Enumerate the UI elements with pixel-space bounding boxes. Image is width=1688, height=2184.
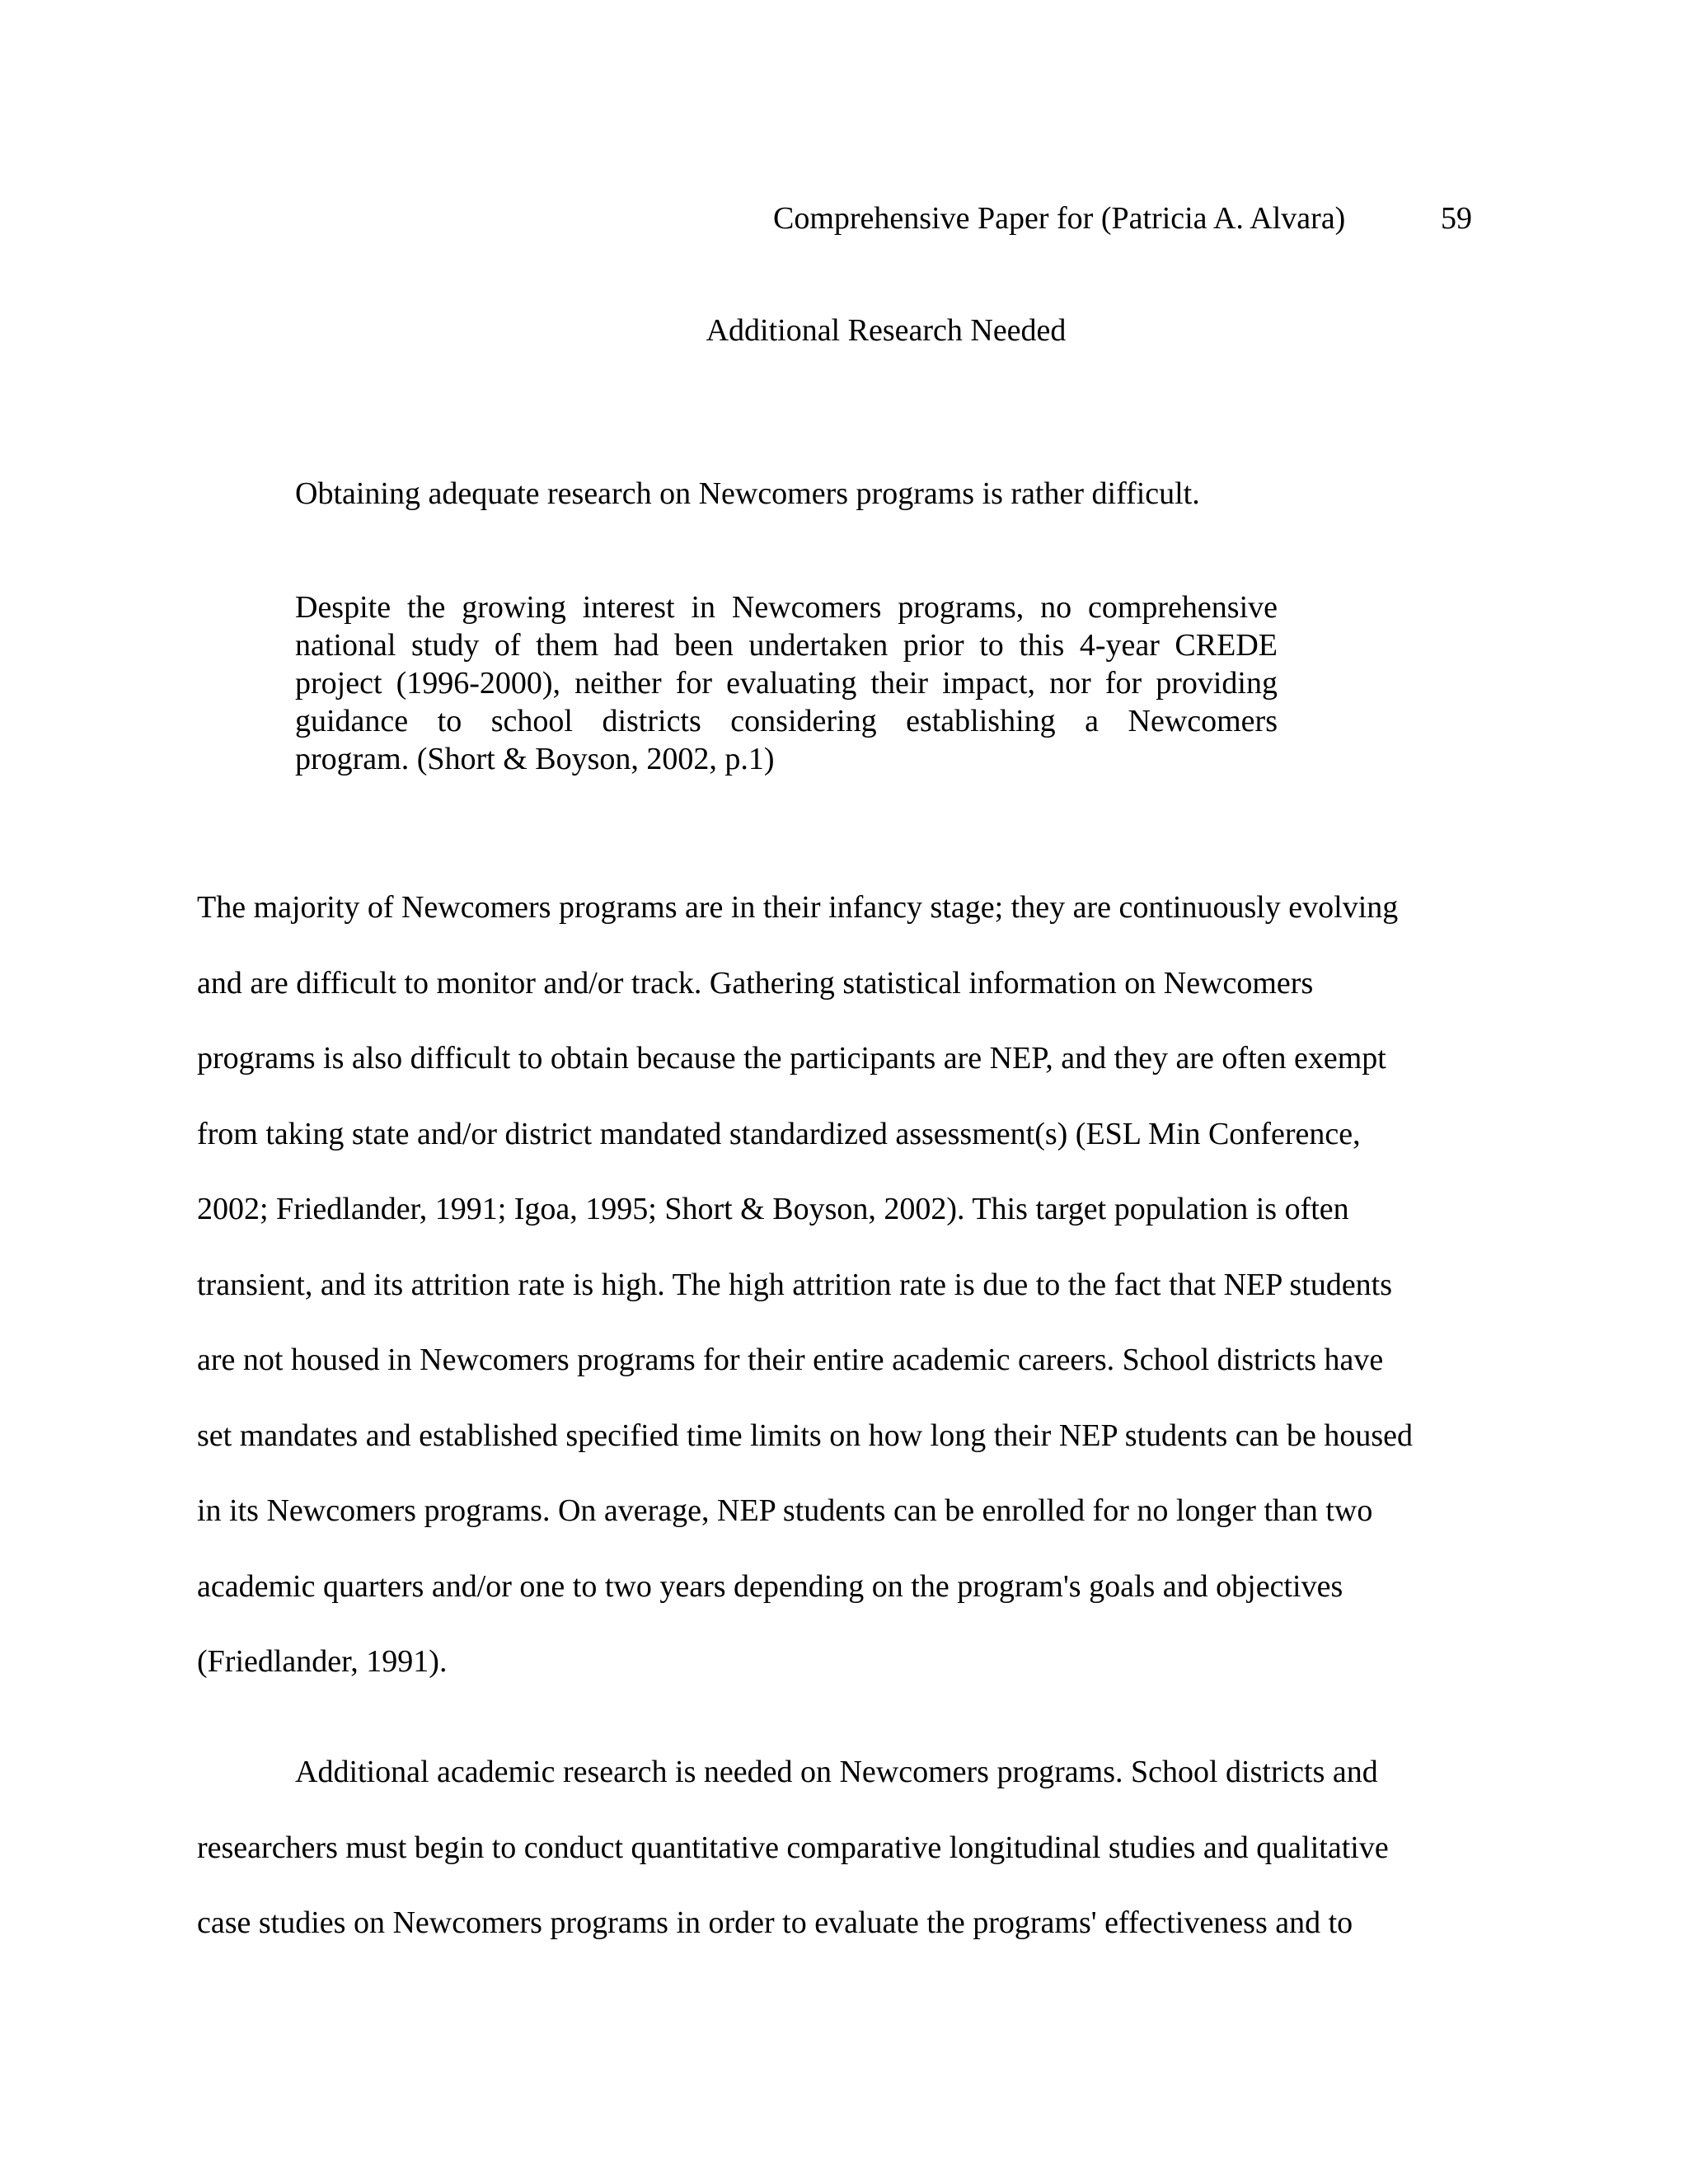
paragraph-line: set mandates and established specified time limits on how long their NEP students can be housed (197, 1418, 1414, 1453)
block-quote-line: project (1996-2000), neither for evaluating their impact, nor for providing (295, 666, 1278, 701)
body-paragraph-additional-research (197, 1751, 1483, 1978)
paragraph-line: case studies on Newcomers programs in order to evaluate the programs' effectiveness and to (197, 1905, 1353, 1940)
block-quote-citation-line: program. (Short & Boyson, 2002, p.1) (295, 742, 775, 776)
running-head (773, 198, 1472, 239)
block-quote-line: guidance to school districts considering establishing a Newcomers (295, 704, 1278, 738)
paragraph-line: academic quarters and/or one to two years depending on the program's goals and objectives (197, 1568, 1343, 1604)
body-paragraph-infancy-stage (197, 887, 1483, 1717)
block-quote-line: national study of them had been undertaken prior to this 4-year CREDE (295, 628, 1278, 663)
intro-sentence: Obtaining adequate research on Newcomers programs is rather difficult. (295, 476, 1200, 511)
paragraph-line: Additional academic research is needed on Newcomers programs. School districts and (295, 1755, 1378, 1789)
paragraph-line: (Friedlander, 1991). (197, 1644, 448, 1679)
paragraph-line: in its Newcomers programs. On average, NEP students can be enrolled for no longer than two (197, 1493, 1373, 1528)
paragraph-line: from taking state and/or district mandated standardized assessment(s) (ESL Min Conference, (197, 1116, 1361, 1151)
block-quote (295, 588, 1278, 778)
paragraph-line: transient, and its attrition rate is high. The high attrition rate is due to the fact that NEP students (197, 1267, 1393, 1302)
page-number: 59 (1441, 201, 1472, 236)
paragraph-line: researchers must begin to conduct quantitative comparative longitudinal studies and qualitative (197, 1830, 1389, 1865)
paragraph-line: and are difficult to monitor and/or track. Gathering statistical information on Newcomers (197, 965, 1314, 1001)
block-quote-line: Despite the growing interest in Newcomers programs, no comprehensive (295, 590, 1278, 625)
paragraph-line: The majority of Newcomers programs are in their infancy stage; they are continuously evolving (197, 890, 1399, 925)
running-head-title: Comprehensive Paper for (Patricia A. Alvara) (773, 201, 1346, 236)
section-heading: Additional Research Needed (706, 313, 1067, 348)
paragraph-line: are not housed in Newcomers programs for their entire academic careers. School districts have (197, 1343, 1384, 1377)
paragraph-line: programs is also difficult to obtain because the participants are NEP, and they are often exempt (197, 1041, 1386, 1076)
paragraph-line: 2002; Friedlander, 1991; Igoa, 1995; Short & Boyson, 2002). This target population is often (197, 1192, 1349, 1226)
